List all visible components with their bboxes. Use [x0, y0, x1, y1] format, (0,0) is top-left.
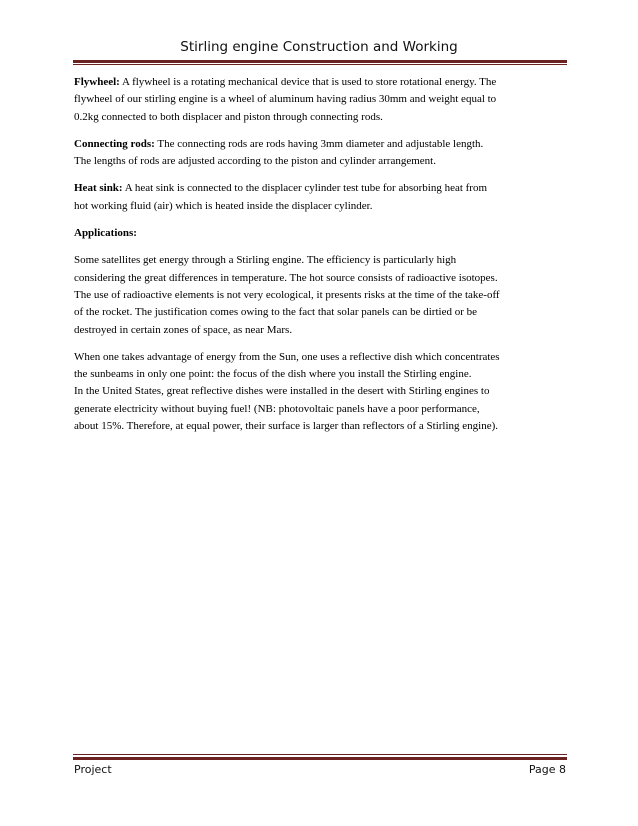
heat-sink-paragraph [74, 180, 568, 215]
applications-paragraph-2 [74, 349, 568, 435]
flywheel-paragraph [74, 74, 568, 126]
footer-rule [73, 757, 567, 760]
applications-p2-line-1: When one takes advantage of energy from the Sun, one uses a reflective dish which concentrates [74, 350, 500, 363]
applications-heading: Applications: [74, 227, 137, 240]
applications-p1-line-2: considering the great differences in temperature. The hot source consists of radioactive isotopes. [74, 271, 498, 284]
page-header-title: Stirling engine Construction and Working [180, 39, 458, 55]
heat-sink-text-2: hot working fluid (air) which is heated inside the displacer cylinder. [74, 199, 373, 212]
footer-project-label: Project [74, 763, 112, 776]
flywheel-label: Flywheel: [74, 76, 120, 88]
heat-sink-text-1: A heat sink is connected to the displacer cylinder test tube for absorbing heat from [124, 182, 488, 195]
connecting-rods-label: Connecting rods: [74, 137, 155, 150]
flywheel-line-1 [74, 74, 568, 91]
flywheel-text-1: A flywheel is a rotating mechanical device that is used to store rotational energy. The [121, 76, 497, 88]
applications-p2-line-5: about 15%. Therefore, at equal power, their surface is larger than reflectors of a Stirling engine). [74, 420, 499, 433]
connecting-rods-text-2: The lengths of rods are adjusted according to the piston and cylinder arrangement. [74, 155, 436, 168]
heat-sink-label: Heat sink: [74, 182, 123, 195]
applications-p2-line-2: the sunbeams in only one point: the focus of the dish where you install the Stirling engine. [74, 368, 472, 381]
applications-p1-line-1: Some satellites get energy through a Stirling engine. The efficiency is particularly high [74, 254, 457, 267]
header-rule [73, 60, 567, 63]
heat-sink-line-1 [74, 180, 568, 197]
applications-p2-line-4: generate electricity without buying fuel! (NB: photovoltaic panels have a poor performance, [74, 402, 480, 415]
applications-paragraph-1 [74, 252, 568, 338]
document-body [74, 74, 568, 445]
connecting-rods-paragraph [74, 136, 568, 171]
applications-p1-line-3: The use of radioactive elements is not very ecological, it presents risks at the time of the take-off [74, 288, 500, 301]
connecting-rods-line-1 [74, 136, 568, 153]
footer-rule-thin [73, 754, 567, 755]
footer-page-number: Page 8 [528, 763, 566, 776]
applications-p1-line-4: of the rocket. The justification comes owing to the fact that solar panels can be dirtied or be [74, 306, 477, 319]
flywheel-text-3: 0.2kg connected to both displacer and piston through connecting rods. [74, 110, 383, 123]
applications-p2-line-3: In the United States, great reflective dishes were installed in the desert with Stirling engines to [74, 385, 490, 398]
flywheel-text-2: flywheel of our stirling engine is a wheel of aluminum having radius 30mm and weight equal to [74, 93, 497, 106]
applications-p1-line-5: destroyed in certain zones of space, as near Mars. [74, 323, 293, 336]
connecting-rods-text-1: The connecting rods are rods having 3mm diameter and adjustable length. [157, 137, 484, 150]
header-rule-thin [73, 64, 567, 65]
